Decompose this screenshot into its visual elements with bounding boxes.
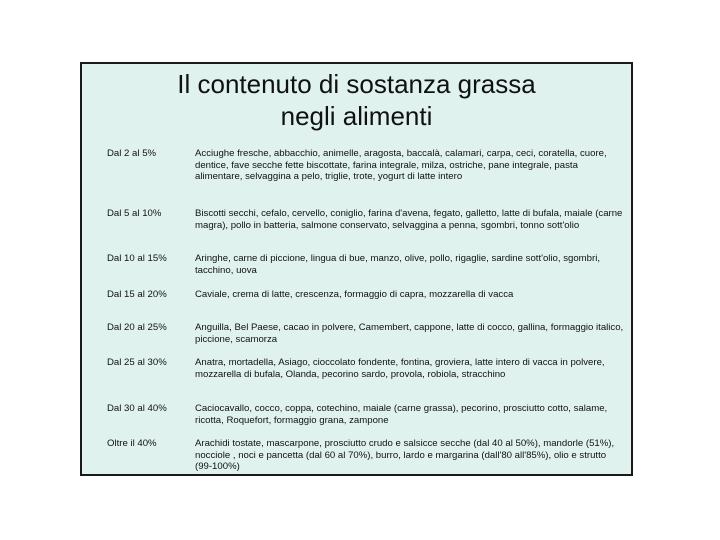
title-line-1: Il contenuto di sostanza grassa — [177, 69, 536, 99]
range-label: Dal 25 al 30% — [107, 357, 167, 368]
range-label: Dal 2 al 5% — [107, 148, 157, 159]
foods-list: Biscotti secchi, cefalo, cervello, coniglio, farina d'avena, fegato, galletto, latte di bufala, maiale (carne magra), pollo in batteria, salmone conservato, selvaggina a penna, sgombri, tonno sott'olio — [195, 208, 623, 231]
range-label: Dal 30 al 40% — [107, 403, 167, 414]
range-label: Dal 10 al 15% — [107, 253, 167, 264]
foods-list: Caviale, crema di latte, crescenza, formaggio di capra, mozzarella di vacca — [195, 289, 514, 300]
foods-list: Aringhe, carne di piccione, lingua di bue, manzo, olive, pollo, rigaglie, sardine sott'olio, sgombri, tacchino, uova — [195, 253, 600, 276]
range-label: Dal 20 al 25% — [107, 322, 167, 333]
foods-list: Caciocavallo, cocco, coppa, cotechino, maiale (carne grassa), pecorino, prosciutto cotto, salame, ricotta, Roquefort, formaggio grana, zampone — [195, 403, 608, 426]
foods-list: Acciughe fresche, abbacchio, animelle, aragosta, baccalà, calamari, carpa, ceci, coratella, cuore, dentice, fave secche fette biscottate, farina integrale, milza, ostriche, pane integrale, pasta alimentare, selvaggina a pelo, triglie, trote, yogurt di latte intero — [195, 148, 607, 182]
foods-list: Arachidi tostate, mascarpone, prosciutto crudo e salsicce secche (dal 40 al 50%), mandorle (51%), nocciole , noci e pancetta (dal 60 al 70%), burro, lardo e margarina (dall'80 all'85%), olio e strutto (99-100%) — [195, 438, 615, 472]
title-line-2: negli alimenti — [280, 101, 433, 131]
slide-box — [80, 62, 633, 476]
range-label: Dal 15 al 20% — [107, 289, 167, 300]
foods-list: Anguilla, Bel Paese, cacao in polvere, Camembert, cappone, latte di cocco, gallina, formaggio italico, piccione, scamorza — [195, 322, 624, 345]
foods-list: Anatra, mortadella, Asiago, cioccolato fondente, fontina, groviera, latte intero di vacca in polvere, mozzarella di bufala, Olanda, pecorino sardo, provola, robiola, stracchino — [195, 357, 605, 380]
range-label: Dal 5 al 10% — [107, 208, 162, 219]
slide-title — [82, 68, 631, 132]
range-label: Oltre il 40% — [107, 438, 157, 449]
